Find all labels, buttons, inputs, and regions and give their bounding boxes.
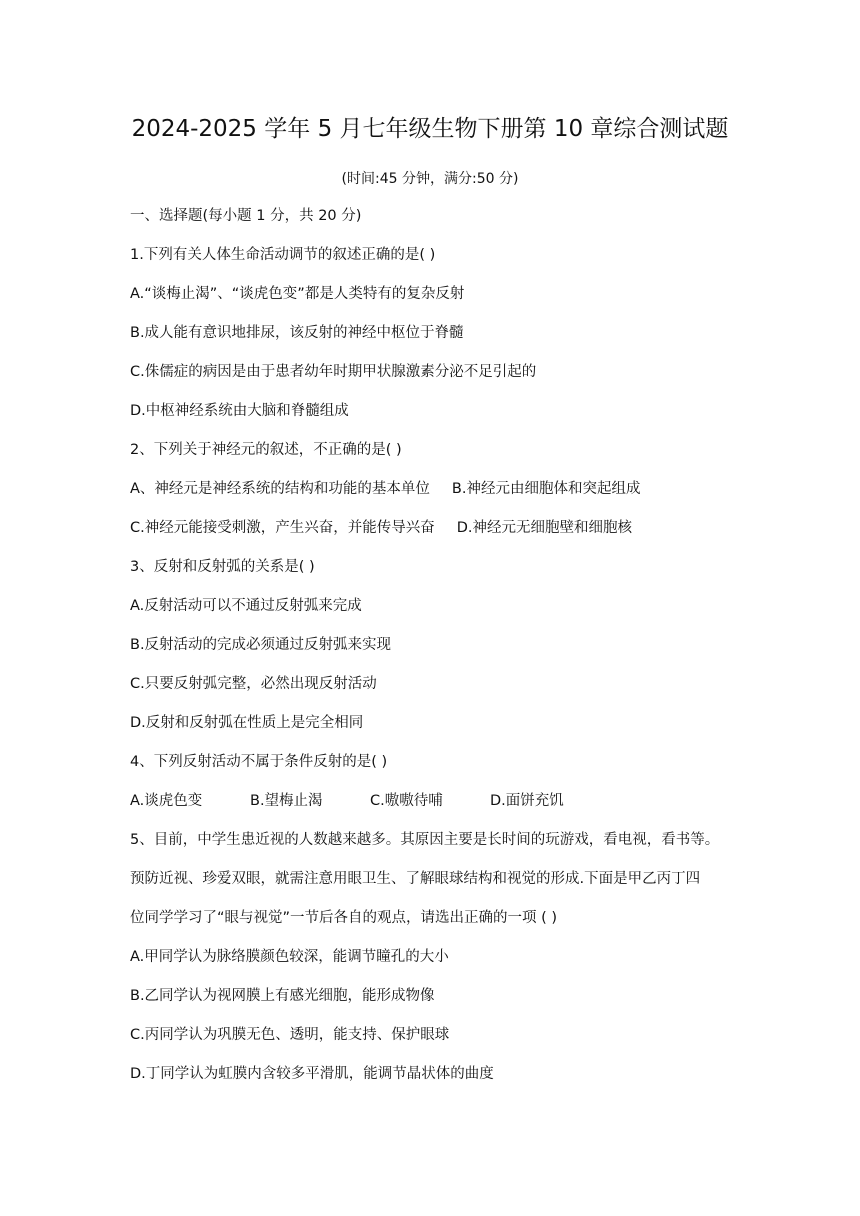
question-2-options-row-1 bbox=[130, 479, 640, 499]
question-4-options-row bbox=[130, 791, 564, 811]
question-4-option-b: B.望梅止渴 bbox=[250, 793, 323, 809]
question-2-options-row-2 bbox=[130, 518, 632, 538]
question-5-option-d: D.丁同学认为虹膜内含较多平滑肌，能调节晶状体的曲度 bbox=[130, 1066, 494, 1082]
question-2-option-b: B.神经元由细胞体和突起组成 bbox=[451, 481, 641, 497]
document-title: 2024-2025 学年 5 月七年级生物下册第 10 章综合测试题 bbox=[131, 116, 729, 142]
question-1-stem: 1.下列有关人体生命活动调节的叙述正确的是( ) bbox=[130, 247, 436, 263]
question-5-stem-line-1: 5、目前，中学生患近视的人数越来越多。其原因主要是长时间的玩游戏，看电视，看书等。 bbox=[130, 832, 720, 848]
question-1-option-a: A.“谈梅止渴”、“谈虎色变”都是人类特有的复杂反射 bbox=[130, 286, 465, 302]
question-4-option-d: D.面饼充饥 bbox=[490, 793, 564, 809]
question-4-option-a: A.谈虎色变 bbox=[130, 793, 203, 809]
question-2-option-a: A、神经元是神经系统的结构和功能的基本单位 bbox=[130, 481, 430, 497]
question-3-option-c: C.只要反射弧完整，必然出现反射活动 bbox=[130, 676, 377, 692]
question-5-option-a: A.甲同学认为脉络膜颜色较深，能调节瞳孔的大小 bbox=[130, 949, 449, 965]
question-5-option-b: B.乙同学认为视网膜上有感光细胞，能形成物像 bbox=[130, 988, 435, 1004]
question-4-option-c: C.嗷嗷待哺 bbox=[370, 793, 443, 809]
question-3-option-a: A.反射活动可以不通过反射弧来完成 bbox=[130, 598, 362, 614]
question-1-option-d: D.中枢神经系统由大脑和脊髓组成 bbox=[130, 403, 349, 419]
question-5-stem-line-2: 预防近视、珍爱双眼，就需注意用眼卫生、了解眼球结构和视觉的形成.下面是甲乙丙丁四 bbox=[130, 871, 701, 887]
question-3-option-d: D.反射和反射弧在性质上是完全相同 bbox=[130, 715, 364, 731]
section-heading: 一、选择题(每小题 1 分，共 20 分) bbox=[130, 208, 362, 224]
question-2-option-d: D.神经元无细胞壁和细胞核 bbox=[456, 520, 633, 536]
question-4-stem: 4、下列反射活动不属于条件反射的是( ) bbox=[130, 754, 388, 770]
question-2-option-c: C.神经元能接受刺激，产生兴奋，并能传导兴奋 bbox=[130, 520, 435, 536]
question-5-stem-line-3: 位同学学习了“眼与视觉”一节后各自的观点，请选出正确的一项 ( ) bbox=[130, 910, 558, 926]
question-1-option-c: C.侏儒症的病因是由于患者幼年时期甲状腺激素分泌不足引起的 bbox=[130, 364, 537, 380]
document-subtitle: (时间:45 分钟，满分:50 分) bbox=[341, 171, 519, 187]
question-3-option-b: B.反射活动的完成必须通过反射弧来实现 bbox=[130, 637, 392, 653]
question-1-option-b: B.成人能有意识地排尿，该反射的神经中枢位于脊髓 bbox=[130, 325, 464, 341]
question-5-option-c: C.丙同学认为巩膜无色、透明，能支持、保护眼球 bbox=[130, 1027, 450, 1043]
question-2-stem: 2、下列关于神经元的叙述，不正确的是( ) bbox=[130, 442, 402, 458]
question-3-stem: 3、反射和反射弧的关系是( ) bbox=[130, 559, 315, 575]
